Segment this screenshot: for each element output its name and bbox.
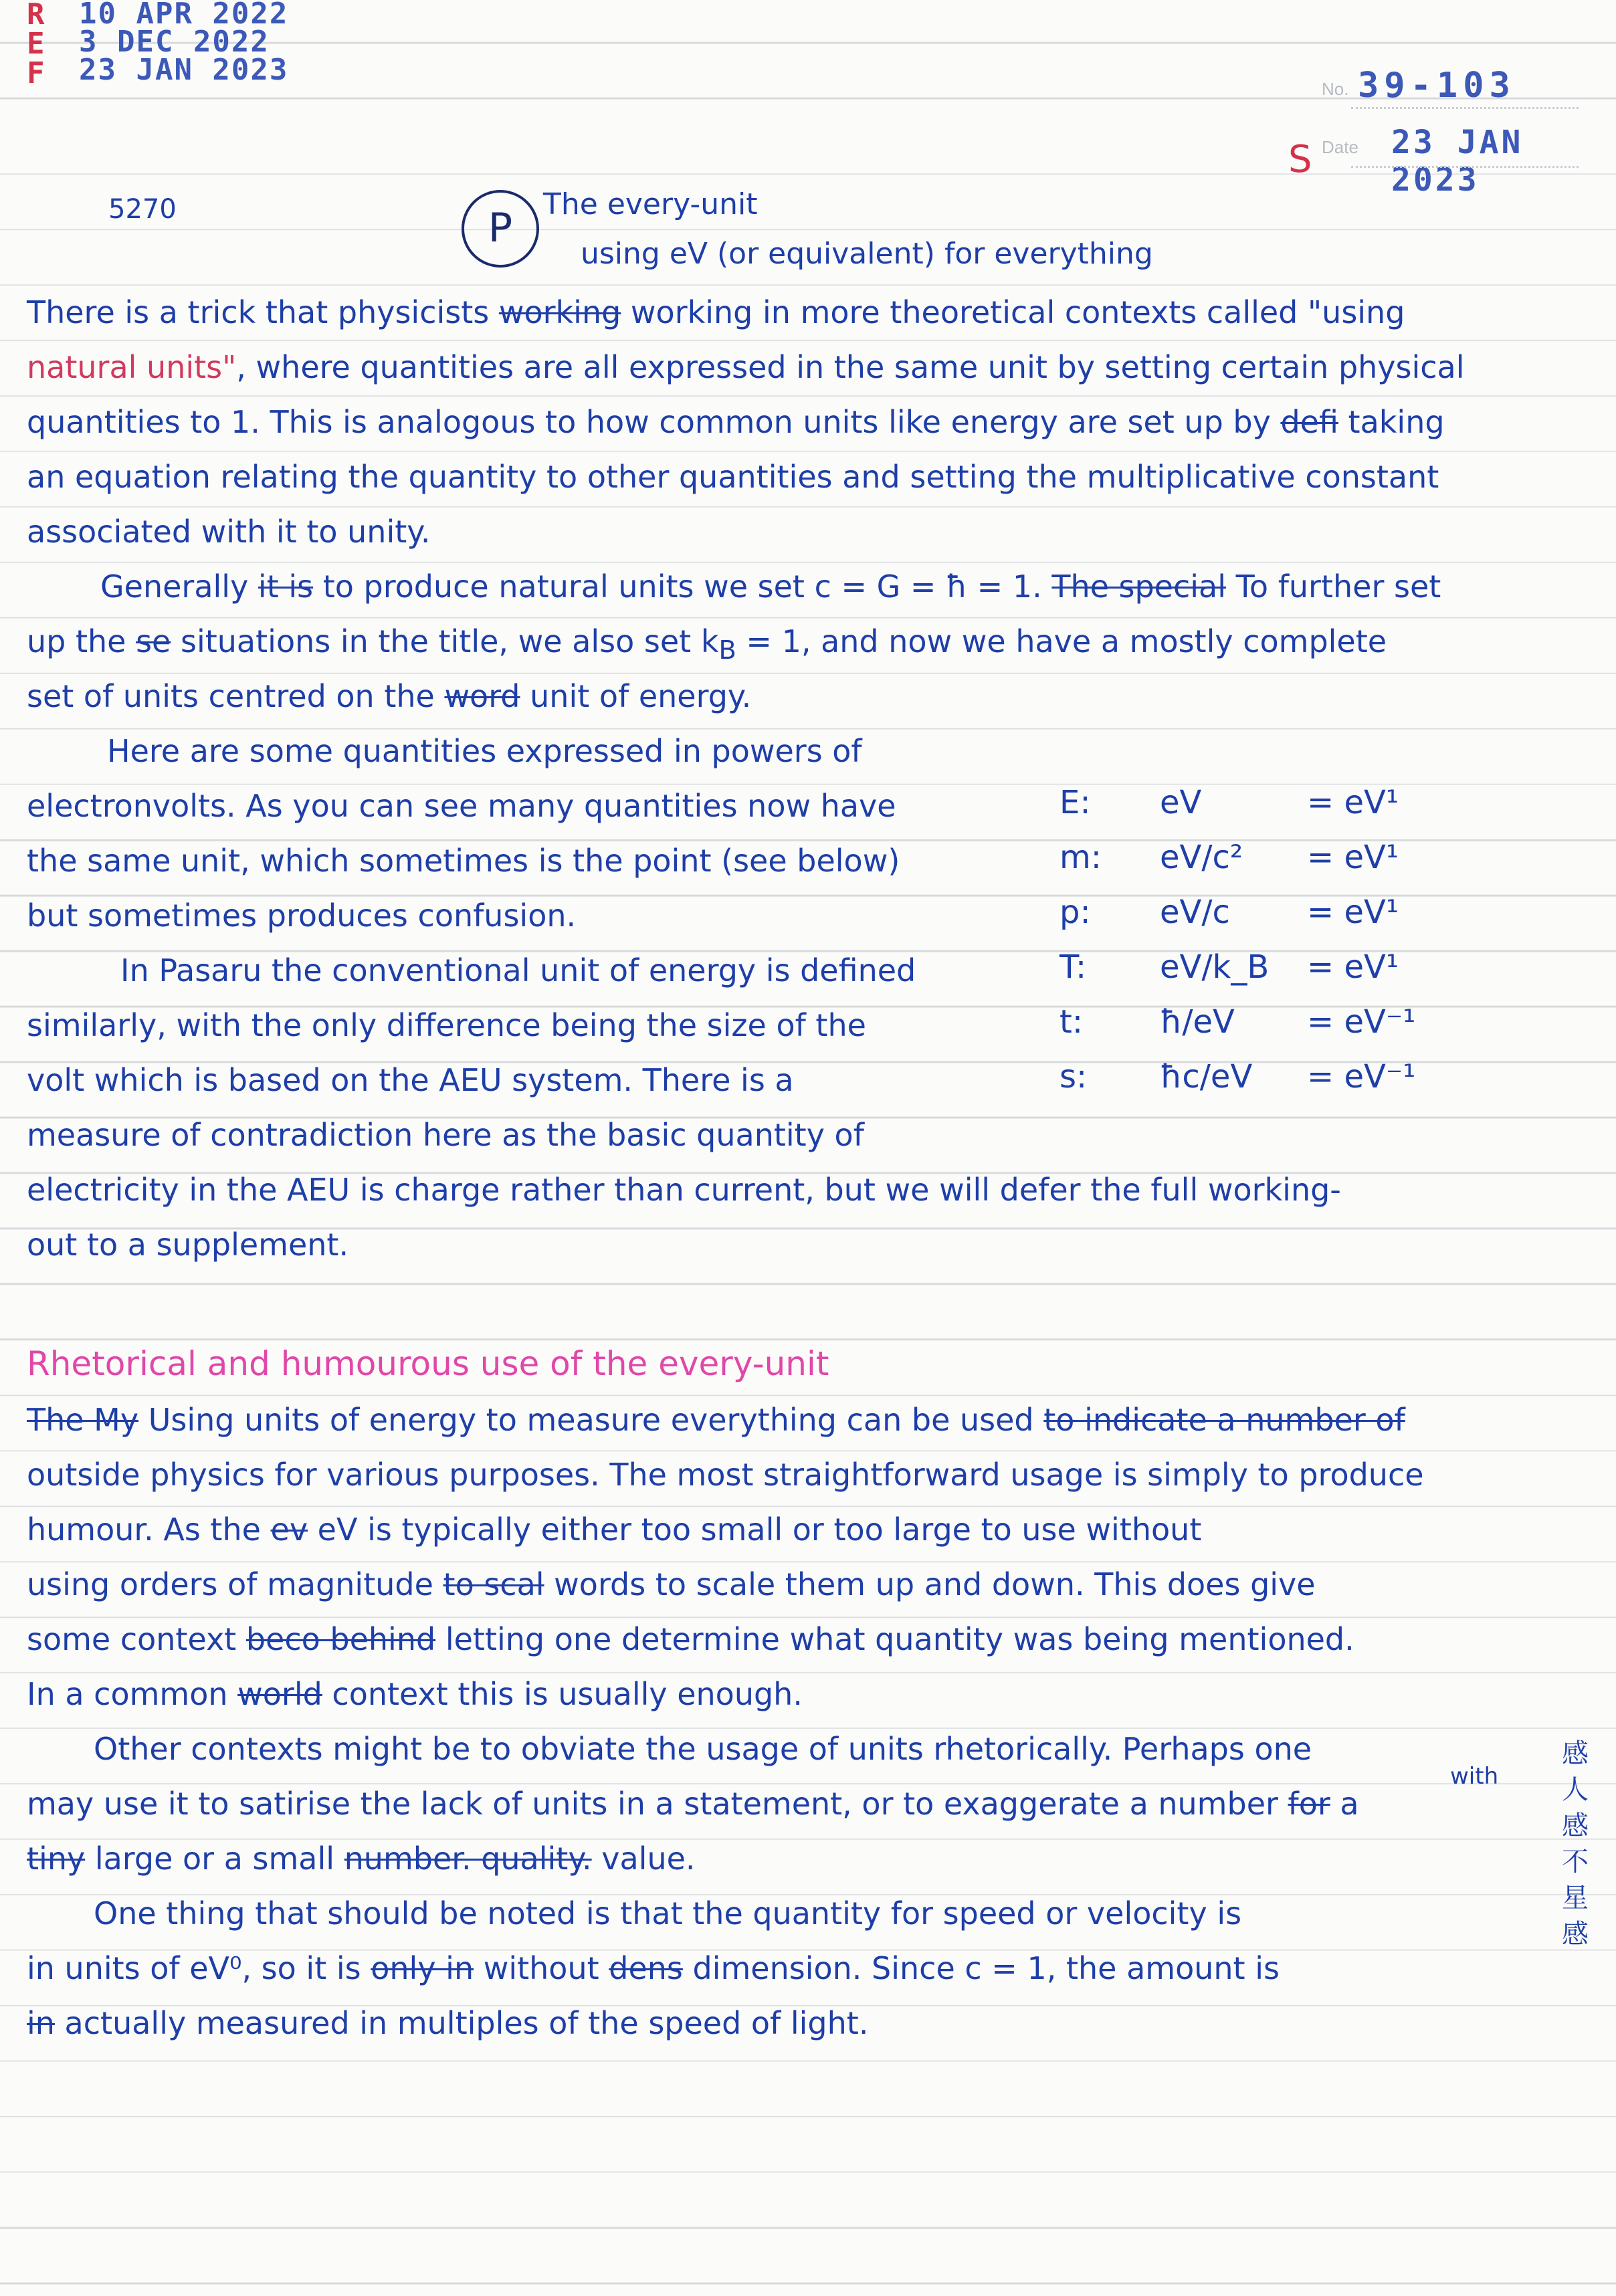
para4-line: The My Using units of energy to measure everything can be used to indicate a number of bbox=[27, 1402, 1405, 1438]
no-value: 39-103 bbox=[1358, 66, 1516, 106]
page-number: 5270 bbox=[108, 194, 177, 225]
para3-line: the same unit, which sometimes is the point (see below) bbox=[27, 843, 900, 879]
date-stamp: 3 DEC 2022 bbox=[79, 25, 270, 59]
s-mark: S bbox=[1288, 138, 1312, 181]
natural-units-highlight: natural units" bbox=[27, 349, 237, 385]
para5-line: may use it to satirise the lack of units in a statement, or to exaggerate a number for a bbox=[27, 1786, 1359, 1822]
insertion-note: with bbox=[1450, 1763, 1499, 1790]
units-row: s: ħc/eV = eV⁻¹ bbox=[1059, 1058, 1416, 1095]
units-row: T: eV/k_B = eV¹ bbox=[1059, 948, 1399, 986]
ref-letter: F bbox=[27, 56, 45, 90]
para4-line: using orders of magnitude to scal words to scale them up and down. This does give bbox=[27, 1566, 1316, 1602]
date-dotted-line bbox=[1351, 166, 1579, 168]
para3-line: Here are some quantities expressed in powers of bbox=[107, 733, 862, 769]
side-kanji-column: 感 人 感 不 星 感 bbox=[1562, 1738, 1589, 1950]
para3-line: similarly, with the only difference being the size of the bbox=[27, 1007, 866, 1043]
para3-line: out to a supplement. bbox=[27, 1227, 349, 1263]
para3-line: but sometimes produces confusion. bbox=[27, 898, 577, 934]
para1-line: There is a trick that physicists working working in more theoretical contexts called "using bbox=[27, 294, 1405, 330]
para5-line: tiny large or a small number. quality. value. bbox=[27, 1841, 696, 1877]
para4-line: some context beco behind letting one determine what quantity was being mentioned. bbox=[27, 1621, 1354, 1657]
para4-line: outside physics for various purposes. The most straightforward usage is simply to produce bbox=[27, 1457, 1424, 1493]
no-dotted-line bbox=[1351, 107, 1579, 109]
para2-line: Generally it is to produce natural units we set c = G = ħ = 1. The special To further set bbox=[100, 568, 1441, 605]
units-row: m: eV/c² = eV¹ bbox=[1059, 839, 1399, 876]
ref-letter: E bbox=[27, 27, 45, 61]
para3-line: measure of contradiction here as the basic quantity of bbox=[27, 1117, 864, 1153]
section-heading: Rhetorical and humourous use of the every-unit bbox=[27, 1344, 829, 1383]
date-value: 23 JAN 2023 bbox=[1391, 124, 1524, 199]
para3-line: electricity in the AEU is charge rather than current, but we will defer the full working- bbox=[27, 1172, 1341, 1208]
para1-line: natural units", where quantities are all expressed in the same unit by setting certain physical bbox=[27, 349, 1465, 385]
para1-line: associated with it to unity. bbox=[27, 514, 431, 550]
para1-line: an equation relating the quantity to other quantities and setting the multiplicative constant bbox=[27, 459, 1439, 495]
para2-line: set of units centred on the word unit of energy. bbox=[27, 678, 752, 714]
page-subtitle: using eV (or equivalent) for everything bbox=[581, 237, 1153, 271]
para4-line: In a common world context this is usually enough. bbox=[27, 1676, 803, 1712]
date-stamp: 10 APR 2022 bbox=[79, 0, 289, 31]
date-label: Date bbox=[1322, 137, 1358, 157]
units-row: t: ħ/eV = eV⁻¹ bbox=[1059, 1003, 1416, 1041]
para1-line: quantities to 1. This is analogous to how common units like energy are set up by defi taking bbox=[27, 404, 1445, 440]
units-row: E: eV = eV¹ bbox=[1059, 784, 1399, 821]
ref-letter: R bbox=[27, 0, 45, 31]
ref-stamp bbox=[27, 0, 45, 88]
para6-line: in actually measured in multiples of the speed of light. bbox=[27, 2005, 869, 2041]
p-circle-mark: P bbox=[462, 190, 539, 268]
para3-line: electronvolts. As you can see many quantities now have bbox=[27, 788, 896, 824]
para5-line: Other contexts might be to obviate the usage of units rhetorically. Perhaps one bbox=[94, 1731, 1312, 1767]
page-title: The every-unit bbox=[543, 187, 758, 221]
date-stamp: 23 JAN 2023 bbox=[79, 53, 289, 87]
no-label: No. bbox=[1322, 79, 1349, 99]
para2-line: up the se situations in the title, we also set $k_B = 1$, and now we have a mostly complete bbox=[27, 623, 1387, 666]
date-stamps bbox=[79, 0, 289, 87]
para6-line: One thing that should be noted is that the quantity for speed or velocity is bbox=[94, 1895, 1242, 1932]
units-row: p: eV/c = eV¹ bbox=[1059, 894, 1399, 931]
para4-line: humour. As the ev eV is typically either too small or too large to use without bbox=[27, 1511, 1202, 1548]
para3-line: volt which is based on the AEU system. There is a bbox=[27, 1062, 794, 1098]
para3-line: In Pasaru the conventional unit of energy is defined bbox=[120, 952, 916, 988]
para6-line: in units of eV⁰, so it is only in without dens dimension. Since c = 1, the amount is bbox=[27, 1950, 1280, 1986]
